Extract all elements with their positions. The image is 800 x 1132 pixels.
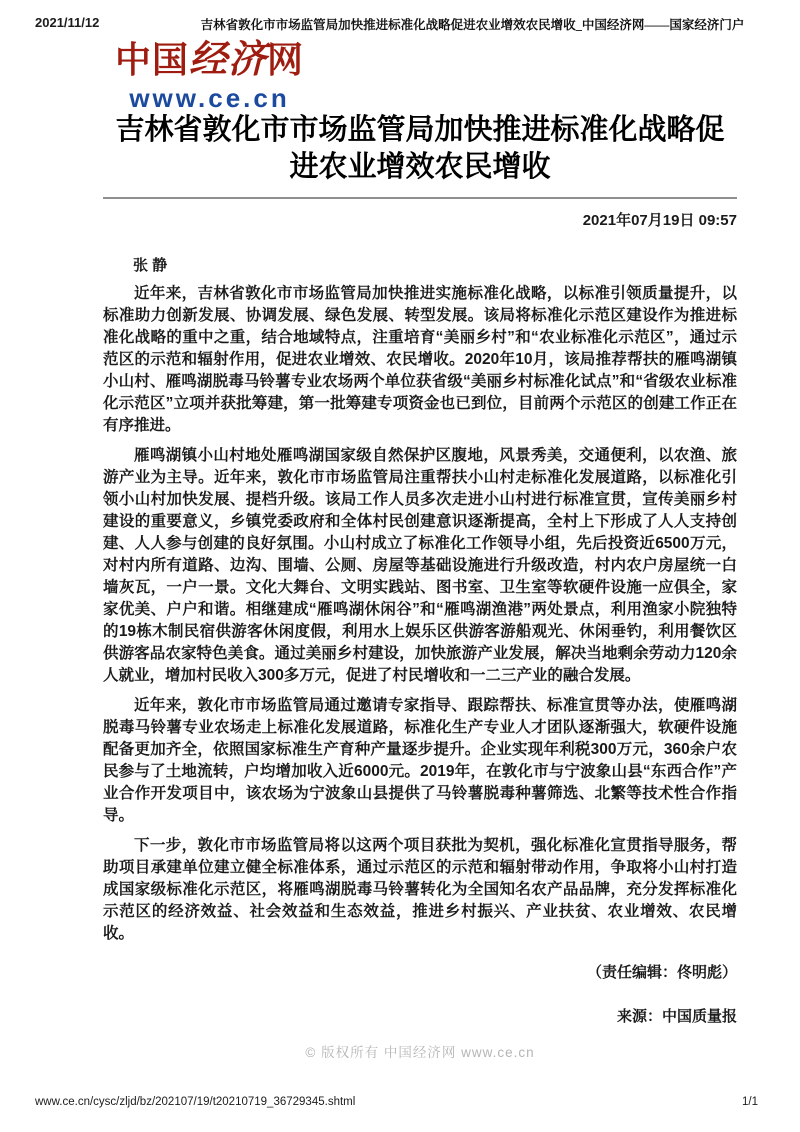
site-logo (115, 40, 304, 111)
publish-datetime: 2021年07月19日 09:57 (582, 212, 737, 229)
print-header-title: 吉林省敦化市市场监管局加快推进标准化战略促进农业增效农民增收_中国经济网——国家经济门户 (200, 18, 745, 32)
article-paragraph-2: 雁鸣湖镇小山村地处雁鸣湖国家级自然保护区腹地，风景秀美，交通便利，以农渔、旅游产业为主导。近年来，敦化市市场监管局注重帮扶小山村走标准化发展道路，以标准化引领小山村加快发展、提档升级。该局工作人员多次走进小山村进行标准宣贯，宣传美丽乡村建设的重要意义，乡镇党委政府和全体村民创建意识逐渐提高，全村上下形成了人人支持创建、人人参与创建的良好氛围。小山村成立了标准化工作领导小组，先后投资近6500万元，对村内所有道路、边沟、围墙、公厕、房屋等基础设施进行升级改造，村内农户房屋统一白墙灰瓦，一户一景。文化大舞台、文明实践站、图书室、卫生室等软硬件设施一应俱全，家家优美、户户和谐。相继建成“雁鸣湖休闲谷”和“雁鸣湖渔港”两处景点，利用渔家小院独特的19栋木制民宿供游客休闲度假，利用水上娱乐区供游客游船观光、休闲垂钓，利用餐饮区供游客品农家特色美食。通过美丽乡村建设，加快旅游产业发展，解决当地剩余劳动力120余人就业，增加村民收入300多万元，促进了村民增收和一二三产业的融合发展。 (103, 447, 737, 684)
article-title: 吉林省敦化市市场监管局加快推进标准化战略促进农业增效农民增收 (115, 114, 725, 183)
article-author: 张 静 (133, 257, 168, 274)
copyright-notice: © 版权所有 中国经济网 www.ce.cn (305, 1045, 535, 1060)
print-footer (35, 1096, 758, 1108)
print-header-date: 2021/11/12 (35, 15, 100, 30)
print-header (35, 15, 765, 33)
site-logo-url: www.ce.cn (129, 82, 290, 113)
print-footer-url: www.ce.cn/cysc/zljd/bz/202107/19/t20210719_36729345.shtml (35, 1096, 356, 1108)
logo-text-zhongguo: 中国 (115, 39, 190, 80)
logo-text-jingji-script: 经济 (189, 39, 268, 81)
article-paragraph-3: 近年来，敦化市市场监管局通过邀请专家指导、跟踪帮扶、标准宣贯等办法，使雁鸣湖脱毒马铃薯专业农场走上标准化发展道路，标准化生产专业人才团队逐渐强大，软硬件设施配备更加齐全，依照国家标准生产育种产量逐步提升。企业实现年利税300万元，360余户农民参与了土地流转，户均增加收入近6000元。2019年，在敦化市与宁波象山县“东西合作”产业合作开发项目中，该农场为宁波象山县提供了马铃薯脱毒种薯筛选、北繁等技术性合作指导。 (103, 697, 737, 824)
article-source: 来源：中国质量报 (616, 1008, 737, 1025)
article-body (103, 112, 737, 1061)
logo-text-wang: 网 (267, 39, 305, 80)
print-footer-page-number: 1/1 (742, 1096, 758, 1108)
article-paragraph-4: 下一步，敦化市市场监管局将以这两个项目获批为契机，强化标准化宣贯指导服务，帮助项目承建单位建立健全标准体系，通过示范区的示范和辐射带动作用，争取将小山村打造成国家级标准化示范区，将雁鸣湖脱毒马铃薯转化为全国知名农产品品牌，充分发挥标准化示范区的经济效益、社会效益和生态效益，推进乡村振兴、产业扶贫、农业增效、农民增收。 (103, 837, 737, 942)
editor-note: （责任编辑：佟明彪） (586, 964, 737, 981)
article-paragraph-1: 近年来，吉林省敦化市市场监管局加快推进实施标准化战略，以标准引领质量提升，以标准助力创新发展、协调发展、绿色发展、转型发展。该局将标准化示范区建设作为推进标准化战略的重中之重，结合地域特点，注重培育“美丽乡村”和“农业标准化示范区”，通过示范区的示范和辐射作用，促进农业增效、农民增收。2020年10月，该局推荐帮扶的雁鸣湖镇小山村、雁鸣湖脱毒马铃薯专业农场两个单位获省级“美丽乡村标准化试点”和“省级农业标准化示范区”立项并获批筹建，第一批筹建专项资金也已到位，目前两个示范区的创建工作正在有序推进。 (103, 285, 737, 434)
title-divider (103, 197, 737, 199)
site-logo-name (115, 40, 304, 82)
